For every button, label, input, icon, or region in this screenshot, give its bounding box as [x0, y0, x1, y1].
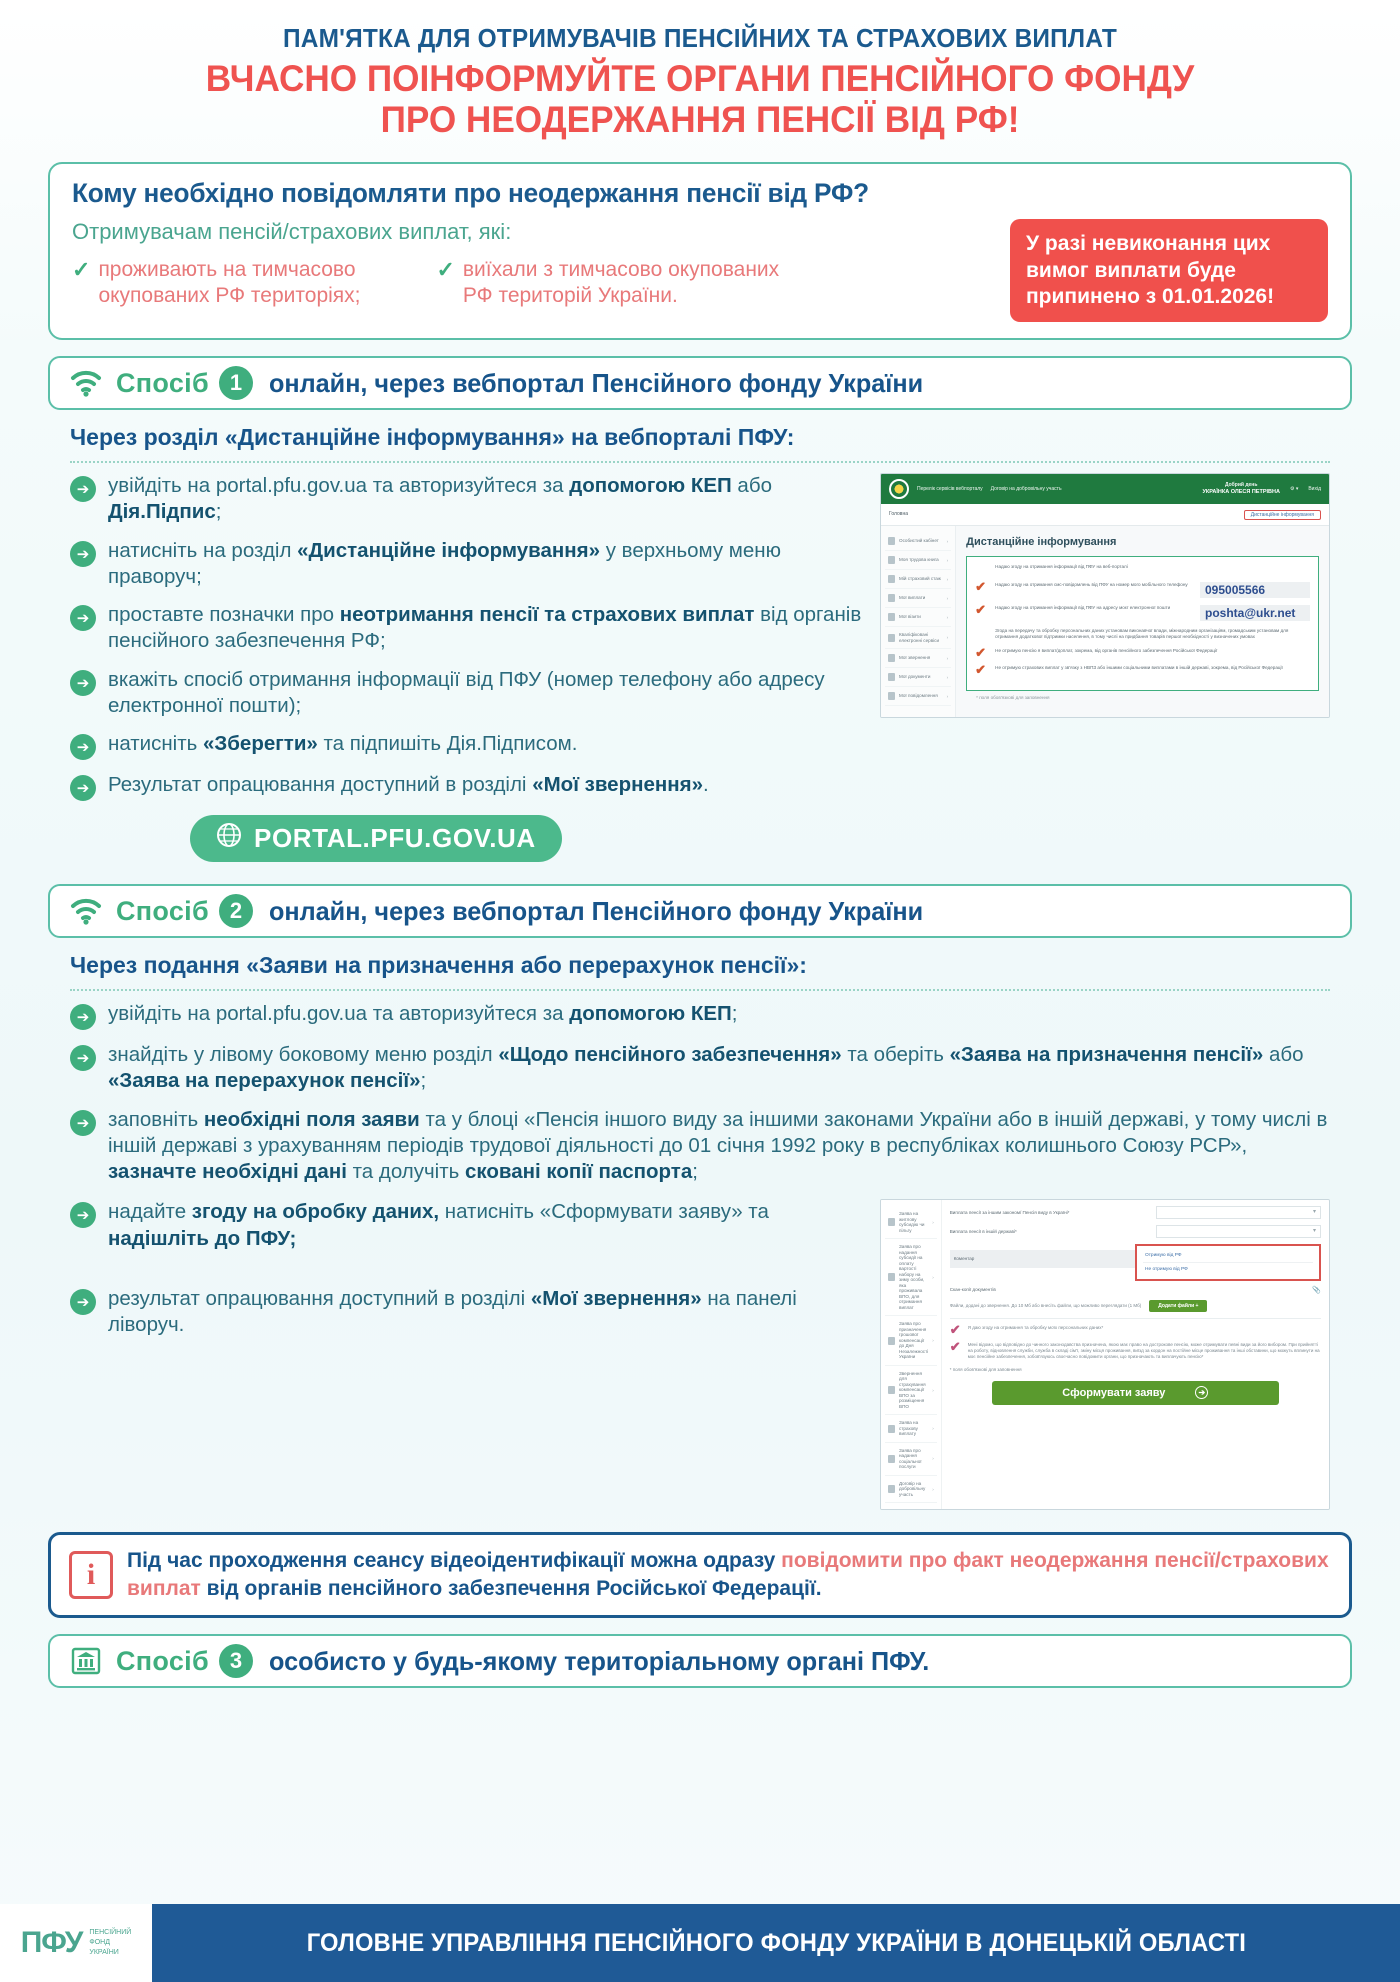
bullet-text: надайте згоду на обробку даних, натисніть «Сформувати заяву» та надішліть до ПФУ;: [108, 1200, 769, 1250]
arrow-right-icon: ➔: [70, 670, 96, 696]
checkmark-icon: [975, 564, 989, 574]
upload-row: Файли, додані до звернення. До 10 Мб або внесіть файли, що можливо переглядати (1 Мб) Додати файли +: [950, 1300, 1321, 1312]
doc-icon: [888, 654, 895, 662]
method-1-word: Спосіб: [116, 367, 209, 398]
dropdown-option[interactable]: Отримую від РФ: [1143, 1249, 1313, 1263]
consent-row[interactable]: ✔ Не отримую страхових виплат у зв'язку з НВПЗ або іншими соціальними виплатами в іншій державі, зокрема, від Російської Федерації: [975, 662, 1283, 678]
doc-icon: [888, 1218, 895, 1226]
dropdown-options-highlight[interactable]: [1135, 1244, 1321, 1281]
sidebar-item[interactable]: Заява на житлову субсидію чи пільгу ›: [885, 1206, 937, 1239]
application-sidebar: [881, 1200, 942, 1509]
bullet-text: вкажіть спосіб отримання інформації від ПФУ (номер телефону або адресу електронної пошти);: [108, 667, 825, 717]
pension-type-select[interactable]: [1156, 1206, 1321, 1219]
method-2-bullets-top: [70, 1001, 1330, 1185]
bullet-text: заповніть необхідні поля заяви та у блоці «Пенсія іншого виду за іншими законами України або в іншій державі, у тому числі в іншій державі з урахуванням періодів трудової діяльності до 01 січня 1992 року в республіках колишнього Союзу РСР», зазначте необхідні дані та долучіть сковані копії паспорта;: [108, 1107, 1328, 1184]
info-icon: i: [69, 1551, 113, 1599]
sidebar-item[interactable]: Мої виплати ›: [885, 589, 951, 608]
portal-menu-item[interactable]: Перелік сервісів вебпорталу: [917, 485, 983, 492]
phone-value[interactable]: 095005566: [1200, 582, 1310, 598]
checkmark-icon: ✔: [949, 1338, 961, 1354]
deadline-warning-badge: У разі невиконання цих вимог виплати буде припинено з 01.01.2026!: [1010, 219, 1328, 322]
chevron-right-icon: ›: [932, 1219, 934, 1225]
chevron-right-icon: ›: [946, 674, 949, 680]
arrow-right-icon: ➔: [70, 734, 96, 760]
chevron-right-icon: ›: [946, 576, 949, 582]
arrow-right-icon: ➔: [70, 1045, 96, 1071]
method-3-bar: [48, 1634, 1352, 1688]
checkmark-icon: ✔: [949, 1322, 961, 1338]
consent-panel: [966, 556, 1319, 690]
method-3-number: 3: [219, 1644, 253, 1678]
divider: [70, 989, 1330, 991]
sidebar-item[interactable]: Заява про надання соціальної послуги ›: [885, 1443, 937, 1476]
bullet-text: натисніть «Зберегти» та підпишіть Дія.Підписом.: [108, 732, 578, 756]
checkmark-icon: ✔: [975, 578, 987, 594]
arrow-right-icon: ➔: [70, 1289, 96, 1315]
who-item-label: виїхали з тимчасово окупованих РФ територій України.: [462, 258, 780, 307]
doc-icon: [888, 594, 895, 602]
arrow-right-icon: ➔: [70, 775, 96, 801]
list-item: [70, 1042, 1330, 1094]
sidebar-item[interactable]: Заява про призначення грошової компенсації до Дня Незалежності України ›: [885, 1316, 937, 1366]
sidebar-item[interactable]: Мої документи ›: [885, 668, 951, 687]
info-text: Під час проходження сеансу відеоідентифікації можна одразу повідомити про факт неодержання пенсії/страхових виплат від органів пенсійного забезпечення Російської Федерації.: [127, 1549, 1329, 1601]
bullet-text: результат опрацювання доступний в розділі «Мої звернення» на панелі ліворуч.: [108, 1286, 797, 1336]
method-3-word: Спосіб: [116, 1645, 209, 1676]
method-1-title: онлайн, через вебпортал Пенсійного фонду України: [268, 367, 924, 398]
consent-row[interactable]: ✔ Надаю згоду на отримання смс-повідомлень від ПФУ на номер мого мобільного телефону 095005566: [975, 582, 1310, 598]
chevron-right-icon: ›: [946, 693, 949, 699]
submit-label: Сформувати заяву: [1062, 1386, 1166, 1399]
form-row: Виплата пенсії в іншій державі* ▾: [950, 1225, 1321, 1238]
portal-user-name: Добрий день УКРАЇНКА ОЛЕСЯ ПЕТРІВНА: [1202, 482, 1280, 496]
checkmark-icon: ✔: [975, 601, 987, 617]
remote-informing-link-highlight[interactable]: Дистанційне інформування: [1244, 510, 1321, 520]
arrow-right-icon: ➔: [1195, 1386, 1208, 1399]
chevron-right-icon: ›: [932, 1387, 934, 1393]
who-item: [72, 257, 418, 307]
doc-icon: [888, 634, 895, 642]
bullet-text: увійдіть на portal.pfu.gov.ua та авторизуйтеся за допомогою КЕП;: [108, 1002, 738, 1026]
portal-link-pill[interactable]: [190, 815, 562, 862]
portal-breadcrumb: [881, 504, 1329, 526]
page-kicker: ПАМ'ЯТКА ДЛЯ ОТРИМУВАЧІВ ПЕНСІЙНИХ ТА СТРАХОВИХ ВИПЛАТ: [282, 23, 1118, 53]
method-2-word: Спосіб: [116, 895, 209, 926]
form-footnote: * поля обов'язкові для заповнення: [949, 1366, 1022, 1372]
list-item: [70, 473, 866, 525]
pfu-logo-mark: ПФУ: [20, 1926, 83, 1959]
chevron-right-icon: ›: [932, 1274, 934, 1280]
doc-icon: [888, 1273, 895, 1281]
method-2-body: [48, 938, 1352, 1516]
page-footer: [0, 1904, 1400, 1982]
other-state-select[interactable]: [1156, 1225, 1321, 1238]
page-header: [0, 0, 1400, 146]
sidebar-item[interactable]: Мої візити ›: [885, 608, 951, 627]
chevron-right-icon: ›: [932, 1426, 934, 1432]
sidebar-item[interactable]: Договір на добровільну участь ›: [885, 1476, 937, 1504]
list-item: [70, 602, 866, 654]
method-2-number: 2: [219, 894, 253, 928]
method-2-bar: [48, 884, 1352, 938]
consent-row[interactable]: Надаю згоду на отримання інформації від ПФУ на веб-порталі: [975, 564, 1310, 574]
consent-row[interactable]: ✔ Надаю згоду на отримання інформації від ПФУ на адресу моєї електронної пошти poshta@ukr.net: [975, 605, 1310, 621]
list-item: [70, 1286, 866, 1338]
chevron-right-icon: ›: [946, 614, 949, 620]
method-1-bar: [48, 356, 1352, 410]
pfu-emblem-icon: [889, 479, 909, 499]
doc-icon: [888, 537, 895, 545]
doc-icon: [888, 1425, 895, 1433]
wifi-icon: [66, 894, 106, 928]
consent-row[interactable]: ✔ Не отримую пенсію я виплат/доплат, зокрема, від органів пенсійного забезпечення Російської Федерації: [975, 644, 1218, 660]
arrow-right-icon: ➔: [70, 1202, 96, 1228]
sidebar-item[interactable]: Кваліфіковані електронні сервіси ›: [885, 627, 951, 649]
arrow-right-icon: ➔: [70, 476, 96, 502]
method-2-title: онлайн, через вебпортал Пенсійного фонду України: [268, 895, 924, 926]
checkmark-icon: ✔: [975, 662, 987, 678]
attachment-icon[interactable]: 📎: [1312, 1287, 1321, 1295]
doc-icon: [888, 613, 895, 621]
list-item: [70, 538, 866, 590]
list-item: [70, 667, 866, 719]
check-icon: ✓: [72, 257, 91, 283]
who-item-label: проживають на тимчасово окупованих РФ територіях;: [98, 258, 361, 307]
sidebar-item[interactable]: Особистий кабінет ›: [885, 532, 951, 551]
arrow-right-icon: ➔: [70, 605, 96, 631]
portal-menu-item[interactable]: Договір на добровільну участь: [990, 485, 1062, 492]
sidebar-item[interactable]: Мій страховий стаж ›: [885, 570, 951, 589]
check-icon: ✓: [436, 257, 455, 283]
bullet-text: проставте позначки про неотримання пенсії та страхових виплат від органів пенсійного забезпечення РФ;: [108, 603, 862, 653]
chevron-right-icon: ›: [946, 557, 949, 563]
add-files-button[interactable]: Додати файли +: [1149, 1300, 1207, 1312]
who-heading: Кому необхідно повідомляти про неодержання пенсії від РФ?: [72, 178, 869, 209]
pfu-logo: [0, 1904, 152, 1982]
chevron-right-icon: ›: [946, 595, 949, 601]
bullet-text: знайдіть у лівому боковому меню розділ «Щодо пенсійного забезпечення» та оберіть «Заява на призначення пенсії» або «Заява на перерахунок пенсії»;: [108, 1043, 1304, 1093]
portal-header: [881, 474, 1329, 504]
checkmark-icon: ✔: [975, 644, 987, 660]
chevron-right-icon: ›: [946, 655, 949, 661]
portal-link-label: PORTAL.PFU.GOV.UA: [254, 823, 536, 854]
doc-icon: [888, 1337, 895, 1345]
list-item: [70, 1001, 1330, 1030]
page-title-line2: ПРО НЕОДЕРЖАННЯ ПЕНСІЇ ВІД РФ!: [380, 98, 1020, 140]
page-title-line1: ВЧАСНО ПОІНФОРМУЙТЕ ОРГАНИ ПЕНСІЙНОГО ФОНДУ: [205, 58, 1195, 100]
list-item: [70, 772, 866, 801]
submit-application-button[interactable]: [992, 1381, 1279, 1405]
sidebar-item[interactable]: Заява на страхову виплату ›: [885, 1415, 937, 1443]
portal-screenshot-2: [880, 1199, 1330, 1510]
form-row: Коментар Отримую від РФ Не отримую від РФ: [950, 1244, 1321, 1274]
portal-footnote: * поля обов'язкові для заповнення: [976, 694, 1050, 700]
footer-organization-bar: ГОЛОВНЕ УПРАВЛІННЯ ПЕНСІЙНОГО ФОНДУ УКРАЇНИ В ДОНЕЦЬКІЙ ОБЛАСТІ: [152, 1904, 1400, 1982]
who-subheading: Отримувачам пенсій/страхових виплат, які:: [72, 219, 512, 245]
who-item: [436, 257, 782, 307]
email-value[interactable]: poshta@ukr.net: [1200, 605, 1310, 621]
method-1-number: 1: [219, 366, 253, 400]
logout-button[interactable]: Вихід: [1308, 485, 1321, 492]
method-2-lead: Через подання «Заяви на призначення або перерахунок пенсії»:: [70, 952, 807, 979]
chevron-right-icon: ›: [932, 1338, 934, 1344]
who-must-report-card: [48, 162, 1352, 340]
sidebar-item[interactable]: Звернення для страхування компенсації ВПО за розміщення ВПО ›: [885, 1366, 937, 1416]
list-item: [70, 731, 866, 760]
page-title: [73, 59, 1327, 140]
doc-icon: [888, 556, 895, 564]
portal-sidebar: [881, 526, 956, 716]
chevron-right-icon: ›: [932, 1456, 934, 1462]
bullet-text: Результат опрацювання доступний в розділі «Мої звернення».: [108, 773, 709, 797]
sidebar-item[interactable]: Заява про надання субсидії на оплату вартості набору на зиму особи, яка проживала ВПО, для отримання виплат ›: [885, 1239, 937, 1316]
method-1-body: [48, 410, 1352, 868]
sidebar-item[interactable]: Мої повідомлення ›: [885, 687, 951, 706]
sidebar-item[interactable]: Мої звернення ›: [885, 649, 951, 668]
portal-screenshot-1: [880, 473, 1330, 717]
bullet-text: увійдіть на portal.pfu.gov.ua та авторизуйтеся за допомогою КЕП або Дія.Підпис;: [108, 474, 772, 524]
pfu-logo-subtitle: ПЕНСІЙНИЙ ФОНД УКРАЇНИ: [89, 1928, 132, 1957]
list-item: [70, 1107, 1330, 1186]
doc-icon: [888, 1485, 895, 1493]
arrow-right-icon: ➔: [70, 1004, 96, 1030]
doc-icon: [888, 692, 895, 700]
doc-icon: [888, 1455, 895, 1463]
divider: [70, 461, 1330, 463]
bullet-text: натисніть на розділ «Дистанційне інформування» у верхньому меню праворуч;: [108, 538, 782, 588]
checkmark-icon: [975, 628, 989, 638]
breadcrumb-home[interactable]: Головна: [889, 511, 908, 518]
arrow-right-icon: ➔: [70, 541, 96, 567]
dropdown-option[interactable]: Не отримую від РФ: [1145, 1267, 1188, 1273]
wifi-icon: [66, 366, 106, 400]
scan-copies-row: Скан-копії документів 📎: [949, 1287, 1321, 1295]
method-1-bullets: [70, 473, 866, 801]
method-1-lead: Через розділ «Дистанційне інформування» на вебпорталі ПФУ:: [70, 424, 795, 451]
consent-row[interactable]: ✔ Я даю згоду на отримання та обробку моїх персональних даних*: [949, 1322, 1104, 1338]
sidebar-item[interactable]: Моя трудова книга ›: [885, 551, 951, 570]
bank-icon: [66, 1644, 106, 1678]
doc-icon: [888, 575, 895, 583]
chevron-right-icon: ›: [946, 538, 949, 544]
arrow-right-icon: ➔: [70, 1110, 96, 1136]
consent-row[interactable]: Згода на передачу та обробку персональних даних установам виконавчої влади, міжнародним організаціям, громадським установам для отримання додаткової підтримки населення, в тому числі на придбання товарів першої необхідності у визначених умовах: [975, 628, 1310, 641]
video-identification-info-box: [48, 1532, 1352, 1618]
form-row: Виплата пенсії за іншим законом/ Пенсія виду в Україні* ▾: [950, 1206, 1321, 1219]
method-2-bullets-bottom: [70, 1199, 866, 1338]
portal-page-title: Дистанційне інформування: [966, 536, 1117, 549]
list-item: [70, 1199, 866, 1251]
settings-icon[interactable]: ⚙ ▾: [1289, 485, 1299, 492]
method-3-title: особисто у будь-якому територіальному органі ПФУ.: [268, 1645, 930, 1676]
chevron-right-icon: ›: [946, 635, 949, 641]
globe-icon: [216, 822, 242, 855]
consent-row[interactable]: ✔ Мені відомо, що відповідно до чинного законодавства призначена, якою має право на дострокове пенсію, може отримувати певні види за його вибором. При прийнятті на роботу, відновлення служби, служба в складі сім'ї, зміну місця проживання, виїзд за кордон на постійне місце проживання та інші обставини, що можуть вплинути на моє пенсійне забезпечення, зобов'язуюсь своєчасно повідомити органи, що призначають та виплачують пенсію*: [949, 1338, 1320, 1360]
chevron-right-icon: ›: [932, 1486, 934, 1492]
doc-icon: [888, 1386, 895, 1394]
doc-icon: [888, 673, 895, 681]
